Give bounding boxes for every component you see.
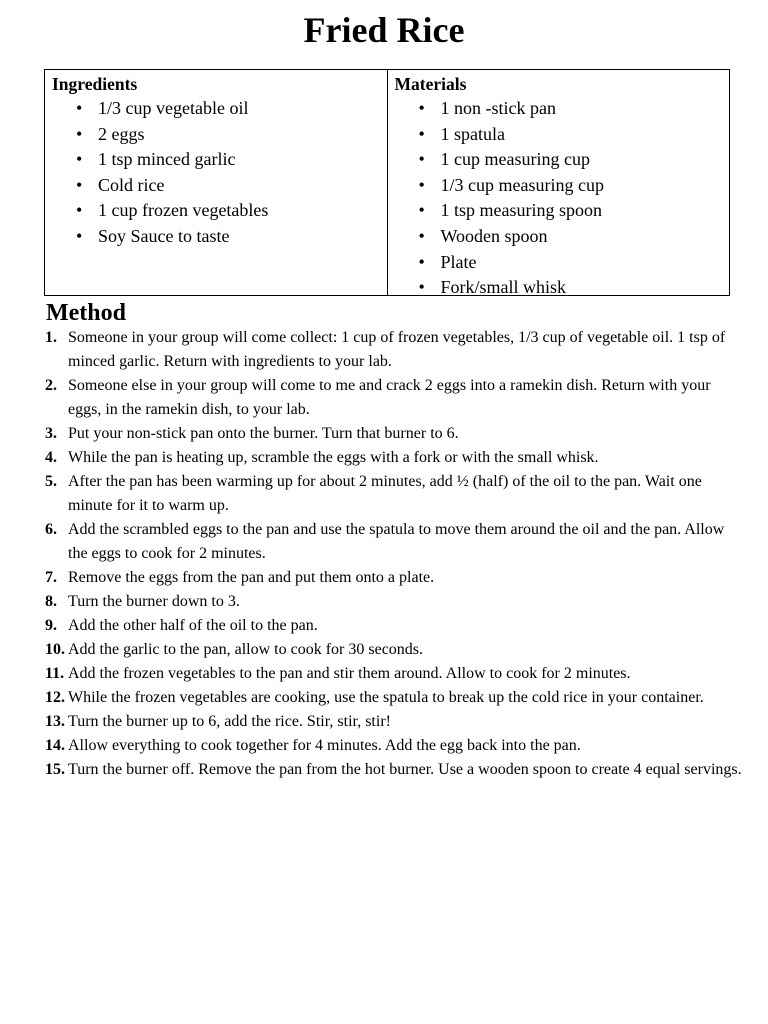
method-heading: Method bbox=[46, 300, 126, 326]
ingredient-text: 1 cup frozen vegetables bbox=[98, 200, 269, 221]
step-number: 5. bbox=[45, 473, 57, 490]
material-item bbox=[395, 96, 724, 122]
step-text: Someone else in your group will come to me and crack 2 eggs into a ramekin dish. Return with your eggs, in the ramekin dish, to your lab. bbox=[68, 377, 711, 418]
step-text: After the pan has been warming up for about 2 minutes, add ½ (half) of the oil to the pan. Wait one minute for it to warm up. bbox=[68, 473, 702, 514]
step-text: Add the other half of the oil to the pan. bbox=[68, 617, 318, 634]
material-item bbox=[395, 224, 724, 250]
method-step bbox=[45, 638, 745, 662]
method-step bbox=[45, 590, 745, 614]
ingredient-text: Soy Sauce to taste bbox=[98, 225, 230, 246]
materials-list bbox=[395, 96, 724, 301]
step-text: Remove the eggs from the pan and put them onto a plate. bbox=[68, 569, 435, 586]
method-step bbox=[45, 734, 745, 758]
ingredient-text: Cold rice bbox=[98, 174, 165, 195]
step-number: 11. bbox=[45, 665, 65, 682]
ingredient-item bbox=[52, 96, 381, 122]
method-step bbox=[45, 422, 745, 446]
bullet-icon: • bbox=[76, 174, 83, 195]
bullet-icon: • bbox=[76, 225, 83, 246]
bullet-icon: • bbox=[76, 200, 83, 221]
step-number: 13. bbox=[45, 713, 65, 730]
ingredient-item bbox=[52, 147, 381, 173]
material-item bbox=[395, 173, 724, 199]
material-item bbox=[395, 198, 724, 224]
supplies-table bbox=[44, 69, 730, 296]
step-number: 14. bbox=[45, 737, 65, 754]
material-text: 1 tsp measuring spoon bbox=[440, 200, 602, 221]
material-text: 1 non -stick pan bbox=[440, 98, 556, 118]
ingredient-item bbox=[52, 224, 381, 250]
material-item bbox=[395, 250, 724, 276]
step-number: 1. bbox=[45, 329, 57, 346]
ingredient-text: 2 eggs bbox=[98, 123, 145, 144]
step-text: Turn the burner off. Remove the pan from the hot burner. Use a wooden spoon to create 4 equal servings. bbox=[68, 761, 742, 778]
step-text: Allow everything to cook together for 4 minutes. Add the egg back into the pan. bbox=[68, 737, 581, 754]
method-steps-list bbox=[45, 326, 745, 782]
bullet-icon: • bbox=[418, 251, 425, 272]
bullet-icon: • bbox=[418, 174, 425, 195]
material-text: 1 cup measuring cup bbox=[440, 149, 590, 170]
material-item bbox=[395, 147, 724, 173]
bullet-icon: • bbox=[76, 123, 83, 144]
bullet-icon: • bbox=[418, 200, 425, 221]
ingredient-text: 1 tsp minced garlic bbox=[98, 149, 236, 170]
ingredient-text: 1/3 cup vegetable oil bbox=[98, 98, 249, 118]
step-text: Someone in your group will come collect: 1 cup of frozen vegetables, 1/3 cup of vegetable oil. 1 tsp of minced garlic. Return with ingredients to your lab. bbox=[68, 329, 726, 370]
method-step bbox=[45, 446, 745, 470]
method-step bbox=[45, 326, 745, 374]
bullet-icon: • bbox=[418, 123, 425, 144]
method-step bbox=[45, 374, 745, 422]
material-text: 1 spatula bbox=[440, 123, 505, 144]
bullet-icon: • bbox=[418, 277, 425, 298]
ingredients-column bbox=[45, 70, 387, 295]
step-text: Turn the burner down to 3. bbox=[68, 593, 240, 610]
step-number: 15. bbox=[45, 761, 65, 778]
method-step bbox=[45, 758, 745, 782]
ingredient-item bbox=[52, 173, 381, 199]
step-number: 9. bbox=[45, 617, 57, 634]
step-text: While the pan is heating up, scramble the eggs with a fork or with the small whisk. bbox=[68, 449, 599, 466]
bullet-icon: • bbox=[76, 98, 83, 118]
method-step bbox=[45, 662, 745, 686]
step-number: 2. bbox=[45, 377, 57, 394]
step-text: Add the garlic to the pan, allow to cook for 30 seconds. bbox=[68, 641, 424, 658]
step-number: 6. bbox=[45, 521, 57, 538]
bullet-icon: • bbox=[76, 149, 83, 170]
step-number: 12. bbox=[45, 689, 65, 706]
step-number: 10. bbox=[45, 641, 65, 658]
step-text: Turn the burner up to 6, add the rice. Stir, stir, stir! bbox=[68, 713, 391, 730]
ingredients-heading: Ingredients bbox=[52, 74, 138, 94]
material-text: Wooden spoon bbox=[440, 225, 548, 246]
bullet-icon: • bbox=[418, 225, 425, 246]
method-step bbox=[45, 518, 745, 566]
method-step bbox=[45, 686, 745, 710]
materials-column bbox=[387, 70, 730, 298]
material-text: Fork/small whisk bbox=[440, 277, 567, 298]
step-number: 4. bbox=[45, 449, 57, 466]
materials-heading: Materials bbox=[394, 74, 467, 94]
step-text: While the frozen vegetables are cooking, use the spatula to break up the cold rice in your container. bbox=[68, 689, 704, 706]
material-item bbox=[395, 122, 724, 148]
ingredient-item bbox=[52, 122, 381, 148]
bullet-icon: • bbox=[418, 98, 425, 118]
method-step bbox=[45, 614, 745, 638]
ingredients-list bbox=[52, 96, 381, 250]
step-number: 3. bbox=[45, 425, 57, 442]
step-number: 7. bbox=[45, 569, 57, 586]
material-text: Plate bbox=[440, 251, 477, 272]
material-item bbox=[395, 275, 724, 301]
method-step bbox=[45, 566, 745, 590]
page-title: Fried Rice bbox=[303, 10, 465, 50]
step-text: Put your non-stick pan onto the burner. Turn that burner to 6. bbox=[68, 425, 459, 442]
method-step bbox=[45, 710, 745, 734]
step-text: Add the scrambled eggs to the pan and use the spatula to move them around the oil and the pan. Allow the eggs to cook for 2 minutes. bbox=[68, 521, 725, 562]
step-number: 8. bbox=[45, 593, 57, 610]
step-text: Add the frozen vegetables to the pan and stir them around. Allow to cook for 2 minutes. bbox=[68, 665, 631, 682]
bullet-icon: • bbox=[418, 149, 425, 170]
method-step bbox=[45, 470, 745, 518]
material-text: 1/3 cup measuring cup bbox=[440, 174, 604, 195]
ingredient-item bbox=[52, 198, 381, 224]
